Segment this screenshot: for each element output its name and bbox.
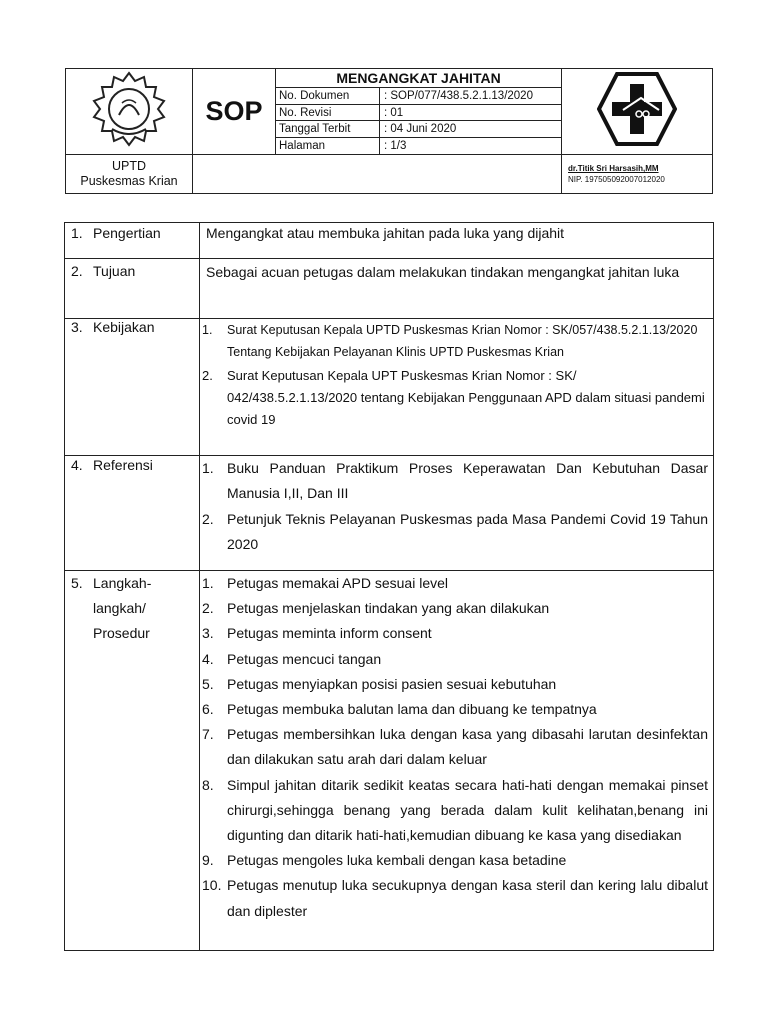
item-number: 1. <box>202 460 214 476</box>
value-pengertian: Mengangkat atau membuka jahitan pada luka yang dijahit <box>200 223 714 259</box>
prosedur-step <box>202 873 708 923</box>
section-label <box>93 571 151 646</box>
section-label: Kebijakan <box>93 319 155 335</box>
meta-value-no-revisi: : 01 <box>380 104 562 121</box>
item-text: Petugas mengoles luka kembali dengan kasa betadine <box>227 852 567 869</box>
label-langkah <box>65 571 200 951</box>
item-text: Petugas menyiapkan posisi pasien sesuai kebutuhan <box>227 675 557 692</box>
item-text: Buku Panduan Praktikum Proses Keperawatan Dan Kebutuhan Dasar Manusia I,II, Dan III <box>227 460 708 501</box>
section-number: 4. <box>71 457 83 473</box>
puskesmas-logo-cell <box>562 69 713 155</box>
signer-nip: NIP. 197505092007012020 <box>568 175 665 184</box>
label-line-1: Langkah- <box>93 575 152 591</box>
value-tujuan: Sebagai acuan petugas dalam melakukan tindakan mengangkat jahitan luka <box>200 259 714 319</box>
meta-label-halaman: Halaman <box>276 138 380 155</box>
item-number: 10. <box>202 877 222 894</box>
prosedur-step <box>202 697 708 722</box>
value-kebijakan <box>200 319 714 456</box>
sop-label: SOP <box>193 69 276 155</box>
prosedur-step <box>202 672 708 697</box>
item-number: 2. <box>202 511 214 527</box>
document-title: MENGANGKAT JAHITAN <box>276 69 562 88</box>
item-text: Petunjuk Teknis Pelayanan Puskesmas pada Masa Pandemi Covid 19 Tahun 2020 <box>227 511 708 552</box>
item-text: Simpul jahitan ditarik sedikit keatas secara hati-hati dengan memakai pinset chirurgi,sehingga benang yang berada dalam kulit kelihatan,benang ini digunting dan ditarik hati-hati,kemudian dibuang ke kasa yang disediakan <box>227 776 708 844</box>
document-header <box>65 68 713 194</box>
label-tujuan <box>65 259 200 319</box>
prosedur-step <box>202 621 708 646</box>
item-text: Petugas meminta inform consent <box>227 625 432 642</box>
sop-content-table <box>64 222 714 951</box>
regency-seal-icon <box>86 69 172 149</box>
item-text: Surat Keputusan Kepala UPT Puskesmas Krian Nomor : SK/ 042/438.5.2.1.13/2020 tentang Kebijakan Penggunaan APD dalam situasi pandemi covid 19 <box>227 368 705 427</box>
row-kebijakan <box>65 319 714 456</box>
meta-value-halaman: : 1/3 <box>380 138 562 155</box>
referensi-item <box>202 456 708 506</box>
meta-label-no-dokumen: No. Dokumen <box>276 87 380 104</box>
referensi-item <box>202 507 708 557</box>
prosedur-step <box>202 647 708 672</box>
item-text: Petugas menutup luka secukupnya dengan kasa steril dan kering lalu dibalut dan diplester <box>227 877 708 919</box>
item-number: 6. <box>202 701 214 718</box>
value-referensi <box>200 456 714 571</box>
prosedur-step <box>202 848 708 873</box>
label-line-2: langkah/ <box>93 600 146 616</box>
meta-label-no-revisi: No. Revisi <box>276 104 380 121</box>
prosedur-step <box>202 596 708 621</box>
row-langkah <box>65 571 714 951</box>
row-pengertian <box>65 223 714 259</box>
empty-cell <box>193 155 562 194</box>
item-number: 5. <box>202 675 214 692</box>
value-langkah <box>200 571 714 951</box>
meta-value-tanggal-terbit: : 04 Juni 2020 <box>380 121 562 138</box>
section-label: Referensi <box>93 457 153 473</box>
item-number: 8. <box>202 776 214 793</box>
item-number: 4. <box>202 650 214 667</box>
label-referensi <box>65 456 200 571</box>
section-number: 1. <box>71 225 83 241</box>
section-label: Pengertian <box>93 225 161 241</box>
label-pengertian <box>65 223 200 259</box>
section-number: 2. <box>71 263 83 279</box>
item-number: 1. <box>202 323 213 337</box>
section-number: 3. <box>71 319 83 335</box>
org-line-2: Puskesmas Krian <box>80 174 178 188</box>
kebijakan-item <box>202 365 708 431</box>
signer-name: dr.Titik Sri Harsasih,MM <box>568 164 659 173</box>
item-text: Petugas memakai APD sesuai level <box>227 575 448 591</box>
item-text: Petugas menjelaskan tindakan yang akan dilakukan <box>227 600 550 617</box>
item-text: Petugas membersihkan luka dengan kasa yang dibasahi larutan desinfektan dan dilakukan satu arah dari dalam keluar <box>227 726 708 768</box>
section-label: Tujuan <box>93 263 136 279</box>
item-number: 1. <box>202 575 214 591</box>
item-text: Petugas mencuci tangan <box>227 650 382 667</box>
row-referensi <box>65 456 714 571</box>
signature-block <box>562 155 713 194</box>
label-kebijakan <box>65 319 200 456</box>
item-number: 9. <box>202 852 214 869</box>
label-line-3: Prosedur <box>93 625 150 641</box>
organization-name <box>66 155 193 194</box>
prosedur-step <box>202 773 708 849</box>
puskesmas-logo-icon <box>597 70 677 148</box>
org-line-1: UPTD <box>111 159 147 173</box>
meta-value-no-dokumen: : SOP/077/438.5.2.1.13/2020 <box>380 87 562 104</box>
row-tujuan <box>65 259 714 319</box>
kebijakan-item <box>202 319 708 363</box>
prosedur-step <box>202 571 708 596</box>
item-number: 7. <box>202 726 214 743</box>
meta-label-tanggal-terbit: Tanggal Terbit <box>276 121 380 138</box>
item-number: 3. <box>202 625 214 642</box>
item-text: Surat Keputusan Kepala UPTD Puskesmas Krian Nomor : SK/057/438.5.2.1.13/2020 Tentang Kebijakan Pelayanan Klinis UPTD Puskesmas Krian <box>227 323 698 359</box>
item-number: 2. <box>202 600 214 617</box>
prosedur-step <box>202 722 708 772</box>
item-number: 2. <box>202 368 213 383</box>
regency-logo-cell <box>66 69 193 155</box>
item-text: Petugas membuka balutan lama dan dibuang ke tempatnya <box>227 701 597 718</box>
section-number: 5. <box>71 575 83 591</box>
